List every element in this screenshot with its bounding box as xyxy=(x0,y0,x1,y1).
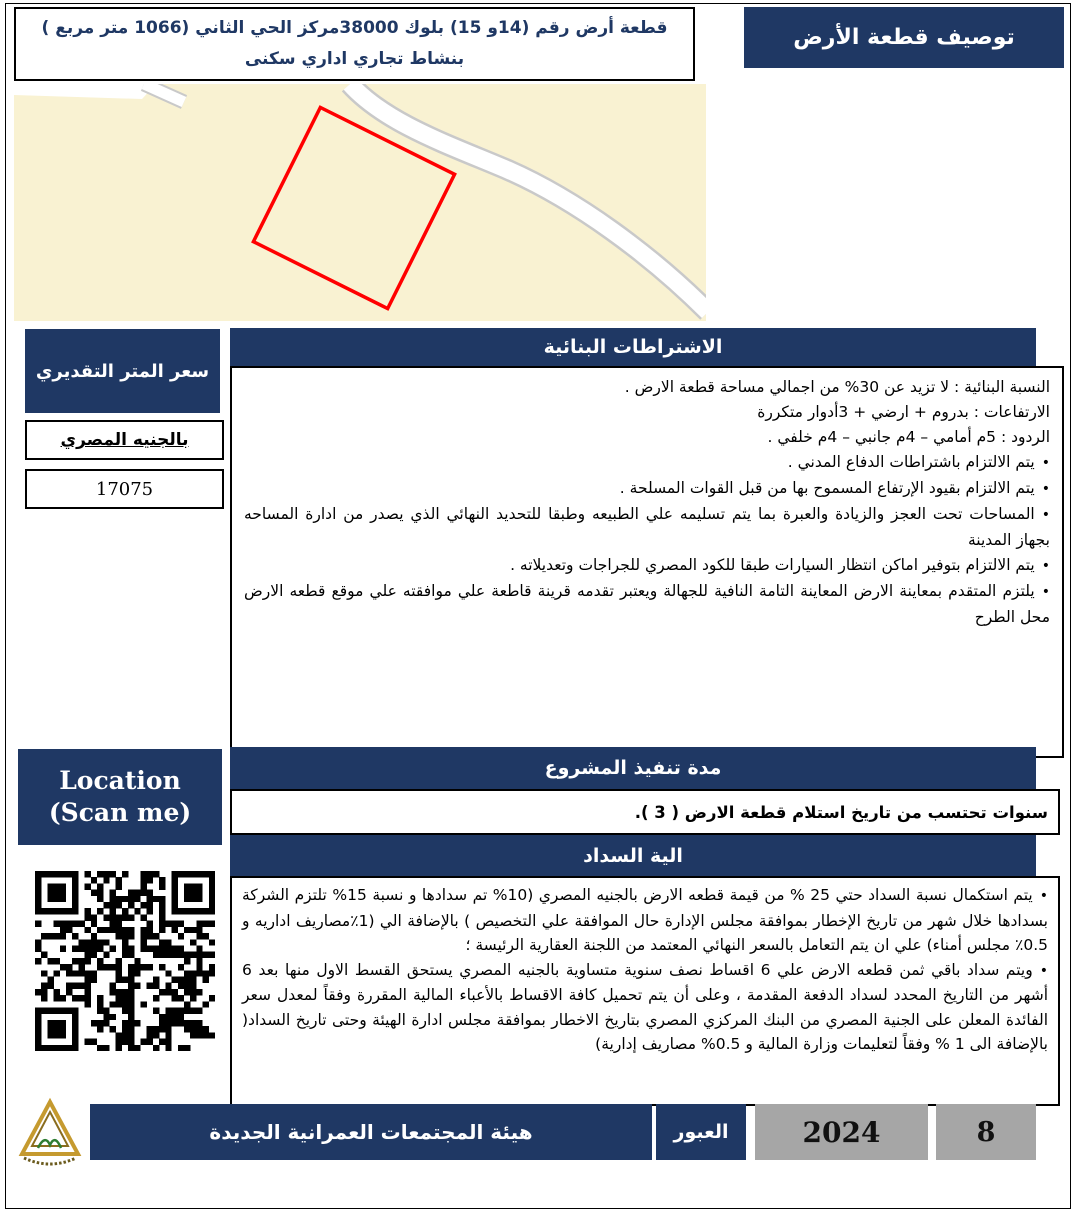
city-name: العبور xyxy=(673,1121,729,1143)
plot-description-text: قطعة أرض رقم (14و 15) بلوك 38000مركز الحي الثاني (1066 متر مربع ) بنشاط تجاري اداري سكنى xyxy=(41,18,668,69)
bullet-icon: • xyxy=(1039,962,1048,979)
bullet-icon: • xyxy=(1041,507,1050,523)
price-value-box xyxy=(25,469,224,509)
requirement-text: المساحات تحت العجز والزيادة والعبرة بما يتم تسليمه علي الطبيعه وطبقا للتحديد النهائي الذي يصدر من ادارة المساحه بجهاز المدينة xyxy=(244,505,1050,549)
nuca-logo xyxy=(16,1096,84,1170)
year-badge xyxy=(755,1104,928,1160)
requirement-text: يتم الالتزام باشتراطات الدفاع المدني . xyxy=(787,453,1035,471)
page-number-value: 8 xyxy=(976,1116,996,1148)
plot-description-box xyxy=(14,7,695,81)
payment-terms-list xyxy=(230,876,1060,1106)
year-value: 2024 xyxy=(802,1115,881,1149)
location-label-line2: (Scan me) xyxy=(48,798,192,827)
requirement-item xyxy=(244,400,1050,425)
requirement-item xyxy=(244,502,1050,553)
building-requirements-title: الاشتراطات البنائية xyxy=(543,336,723,358)
price-per-meter-label-text: سعر المتر التقديري xyxy=(35,360,210,382)
requirement-text: النسبة البنائية : لا تزيد عن 30% من اجمالي مساحة قطعة الارض . xyxy=(624,378,1050,396)
site-map xyxy=(14,84,706,321)
payment-text: يتم استكمال نسبة السداد حتي 25 % من قيمة قطعه الارض بالجنيه المصري (10% تم سدادها و نسبة 15% تلتزم الشركة بسدادها خلال شهر من تاريخ الإخطار بموافقة مجلس الإدارة حال الموافقة علي التخصيص ) بالإضافة الي (1٪مصاريف اداريه و 0.5٪ مجلس أمناء) علي ان يتم التعامل بالسعر النهائي المعتمد من اللجنة العقارية الرئيسة ؛ xyxy=(242,886,1048,954)
payment-item xyxy=(242,883,1048,958)
payment-method-header xyxy=(230,835,1036,876)
payment-item xyxy=(242,958,1048,1057)
bullet-icon: • xyxy=(1041,584,1050,600)
site-map-svg xyxy=(14,84,706,321)
requirement-text: يلتزم المتقدم بمعاينة الارض المعاينة التامة النافية للجهالة ويعتبر تقدمه قرينة قاطعة علي موافقته علي موقع قطعه الارض محل الطرح xyxy=(244,582,1050,626)
price-currency-text: بالجنيه المصري xyxy=(60,430,189,450)
price-value-text: 17075 xyxy=(95,478,154,500)
price-currency-box xyxy=(25,420,224,460)
requirement-item xyxy=(244,579,1050,630)
map-land-area xyxy=(14,84,706,321)
plot-description-title xyxy=(744,7,1064,68)
city-badge xyxy=(656,1104,746,1160)
location-scan-label xyxy=(18,749,222,845)
location-label-line1: Location xyxy=(59,765,181,795)
bullet-icon: • xyxy=(1041,455,1050,471)
payment-method-title: الية السداد xyxy=(583,844,683,867)
requirement-text: يتم الالتزام بقيود الإرتفاع المسموح بها من قبل القوات المسلحة . xyxy=(619,479,1035,497)
project-duration-header xyxy=(230,747,1036,789)
bullet-icon: • xyxy=(1039,888,1049,904)
requirement-text: يتم الالتزام بتوفير اماكن انتظار السيارات طبقا للكود المصري للجراجات وتعديلاته . xyxy=(510,556,1035,574)
requirement-text: الردود : 5م أمامي – 4م جانبي – 4م خلفي . xyxy=(767,428,1050,446)
authority-name-bar xyxy=(90,1104,652,1160)
payment-text: ويتم سداد باقي ثمن قطعه الارض علي 6 اقساط نصف سنوية متساوية بالجنيه المصري يستحق القسط الاول منها بعد 6 أشهر من التاريخ المحدد لسداد الدفعة المقدمة ، وعلى أن يتم تحميل كافة الاقساط بالأعباء المالية المقررة وفقاً لمعدل سعر الفائدة المعلن على الجنية المصري من البنك المركزي المصري بتاريخ الاخطار بموافقة مجلس ادارة الهيئة وحتى تاريخ السداد( بالإضافة الى 1 % وفقاً لتعليمات وزارة المالية و 0.5% مصاريف إدارية) xyxy=(242,960,1048,1053)
page-number-badge xyxy=(936,1104,1036,1160)
price-per-meter-label xyxy=(25,329,220,413)
building-requirements-header xyxy=(230,328,1036,366)
authority-name: هيئة المجتمعات العمرانية الجديدة xyxy=(209,1120,533,1144)
project-duration-value-box xyxy=(230,789,1060,835)
logo-text-arc xyxy=(24,1158,76,1164)
requirement-item xyxy=(244,553,1050,579)
plot-description-title-text: توصيف قطعة الأرض xyxy=(793,25,1015,50)
bullet-icon: • xyxy=(1041,481,1050,497)
building-requirements-list xyxy=(230,366,1064,758)
project-duration-title: مدة تنفيذ المشروع xyxy=(544,757,722,779)
location-label-lines xyxy=(49,765,191,830)
bullet-icon: • xyxy=(1041,558,1050,574)
nuca-logo-svg xyxy=(16,1096,84,1170)
requirement-item xyxy=(244,450,1050,476)
qr-code-icon xyxy=(35,871,215,1051)
requirement-item xyxy=(244,375,1050,400)
requirement-text: الارتفاعات : بدروم + ارضي + 3أدوار متكررة xyxy=(757,403,1050,421)
project-duration-value: سنوات تحتسب من تاريخ استلام قطعة الارض ( 3 ). xyxy=(634,802,1048,822)
requirement-item xyxy=(244,476,1050,502)
requirement-item xyxy=(244,425,1050,450)
